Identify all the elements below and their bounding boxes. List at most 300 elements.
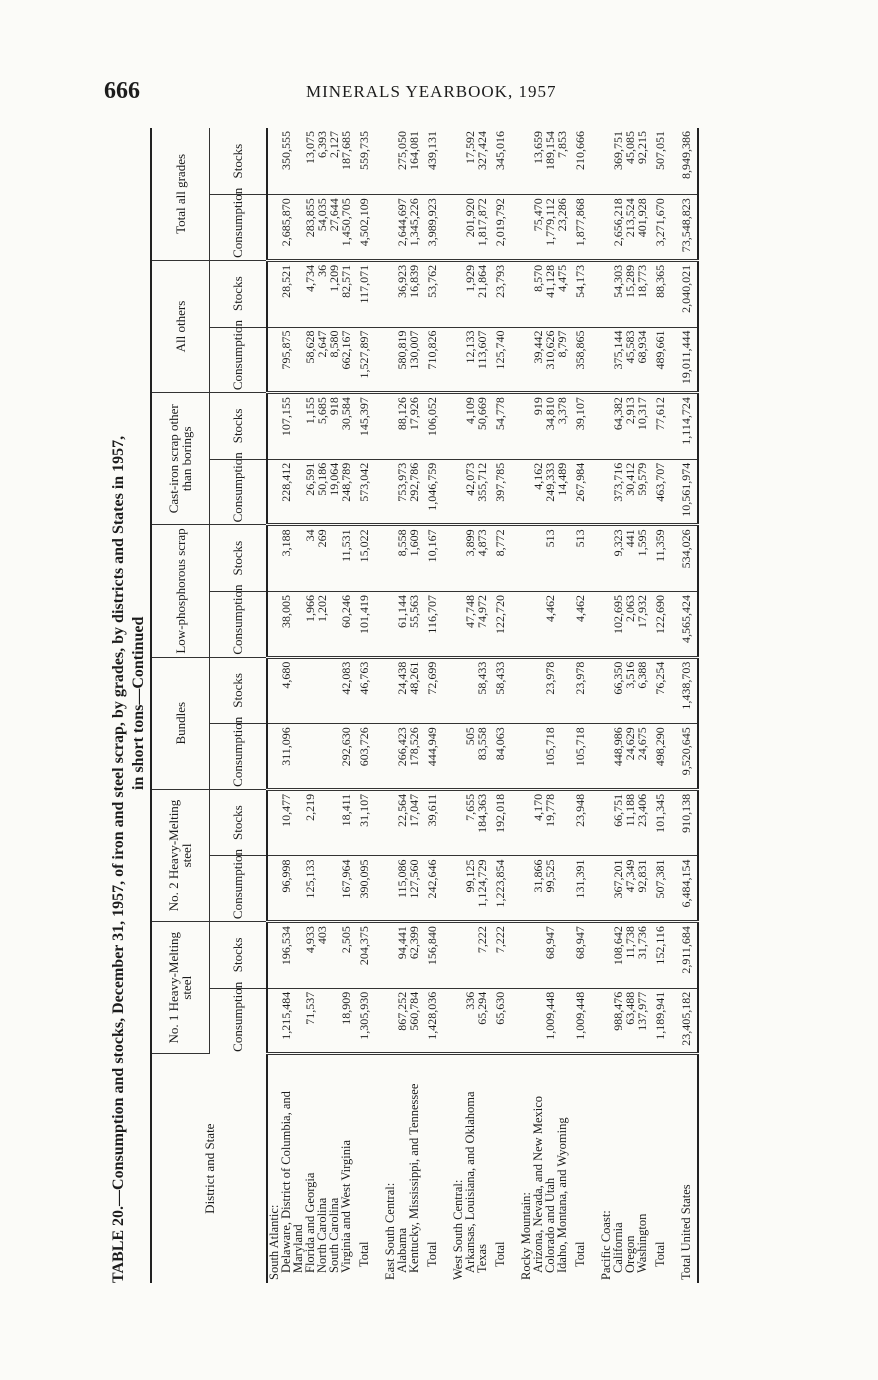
- total-row: [352, 128, 378, 1283]
- district-cell: Total: [493, 1241, 507, 1267]
- stocks-header: Stocks: [209, 393, 267, 460]
- value-cell: 505: [464, 724, 476, 790]
- district-cell: Florida and Georgia: [303, 1172, 317, 1273]
- value-cell: [514, 789, 532, 856]
- value-cell: 94,441: [396, 922, 408, 989]
- total-row: [420, 128, 446, 1283]
- value-cell: 228,412: [280, 459, 304, 525]
- consumption-header: Consumption: [209, 988, 267, 1054]
- value-cell: 1,428,036: [420, 988, 446, 1054]
- district-cell: Total: [425, 1241, 439, 1267]
- value-cell: 573,042: [352, 459, 378, 525]
- value-cell: 72,699: [420, 657, 446, 724]
- consumption-header: Consumption: [209, 459, 267, 525]
- district-cell: Virginia and West Virginia: [339, 1139, 353, 1273]
- value-cell: 58,433: [488, 657, 514, 724]
- value-cell: 42,083: [340, 657, 352, 724]
- value-cell: [594, 128, 612, 195]
- stocks-header: Stocks: [209, 260, 267, 327]
- value-cell: [556, 724, 568, 790]
- total-row: [488, 128, 514, 1283]
- value-cell: [378, 459, 396, 525]
- value-cell: 919: [532, 393, 544, 460]
- value-cell: 204,375: [352, 922, 378, 989]
- value-cell: 375,144: [612, 327, 624, 393]
- value-cell: 1,215,484: [280, 988, 304, 1054]
- value-cell: 710,826: [420, 327, 446, 393]
- value-cell: 50,669: [476, 393, 488, 460]
- value-cell: 7,655: [464, 789, 476, 856]
- value-cell: 242,646: [420, 856, 446, 922]
- value-cell: 1,009,448: [544, 988, 556, 1054]
- value-cell: 18,773: [636, 260, 648, 327]
- value-cell: 4,565,424: [674, 592, 698, 658]
- value-cell: [594, 525, 612, 592]
- consumption-header: Consumption: [209, 327, 267, 393]
- value-cell: 403: [316, 922, 328, 989]
- value-cell: 8,949,386: [674, 128, 698, 195]
- table-caption-line2: in short tons—Continued: [130, 616, 147, 790]
- value-cell: 507,051: [648, 128, 674, 195]
- group-header: No. 1 Heavy-Melting steel: [151, 922, 209, 1054]
- value-cell: 66,751: [612, 789, 624, 856]
- value-cell: [594, 195, 612, 261]
- rotated-table-container: [150, 128, 810, 1283]
- value-cell: 4,734: [304, 260, 316, 327]
- value-cell: 117,071: [352, 260, 378, 327]
- table-row: [316, 128, 328, 1283]
- value-cell: 42,073: [464, 459, 476, 525]
- value-cell: 8,580: [328, 327, 340, 393]
- value-cell: 31,107: [352, 789, 378, 856]
- value-cell: 1,929: [464, 260, 476, 327]
- value-cell: [304, 724, 316, 790]
- section-row: [446, 128, 464, 1283]
- value-cell: 1,438,703: [674, 657, 698, 724]
- value-cell: 63,488: [624, 988, 636, 1054]
- value-cell: 8,558: [396, 525, 408, 592]
- consumption-header: Consumption: [209, 195, 267, 261]
- value-cell: 489,661: [648, 327, 674, 393]
- section-row: [514, 128, 532, 1283]
- value-cell: 58,433: [476, 657, 488, 724]
- value-cell: 125,740: [488, 327, 514, 393]
- value-cell: 18,909: [340, 988, 352, 1054]
- value-cell: [378, 592, 396, 658]
- value-cell: [446, 260, 464, 327]
- value-cell: [556, 789, 568, 856]
- value-cell: [514, 459, 532, 525]
- value-cell: 19,778: [544, 789, 556, 856]
- value-cell: [514, 195, 532, 261]
- value-cell: 74,972: [476, 592, 488, 658]
- value-cell: [378, 260, 396, 327]
- value-cell: 14,489: [556, 459, 568, 525]
- value-cell: 15,289: [624, 260, 636, 327]
- value-cell: [594, 789, 612, 856]
- value-cell: 5,685: [316, 393, 328, 460]
- value-cell: [446, 128, 464, 195]
- value-cell: [556, 922, 568, 989]
- table-row: [408, 128, 420, 1283]
- value-cell: [514, 128, 532, 195]
- value-cell: [556, 856, 568, 922]
- value-cell: 4,109: [464, 393, 476, 460]
- district-cell: Total: [357, 1241, 371, 1267]
- value-cell: 1,877,868: [568, 195, 594, 261]
- value-cell: 327,424: [476, 128, 488, 195]
- value-cell: [446, 657, 464, 724]
- value-cell: 19,011,444: [674, 327, 698, 393]
- value-cell: 130,007: [408, 327, 420, 393]
- table-row: [612, 128, 624, 1283]
- value-cell: [446, 195, 464, 261]
- value-cell: 23,406: [636, 789, 648, 856]
- value-cell: 390,095: [352, 856, 378, 922]
- value-cell: [446, 856, 464, 922]
- value-cell: [316, 789, 328, 856]
- value-cell: 6,388: [636, 657, 648, 724]
- value-cell: 3,516: [624, 657, 636, 724]
- value-cell: 283,855: [304, 195, 316, 261]
- value-cell: 101,419: [352, 592, 378, 658]
- value-cell: 17,932: [636, 592, 648, 658]
- value-cell: 311,096: [280, 724, 304, 790]
- district-cell: Oregon: [623, 1235, 637, 1273]
- value-cell: 867,252: [396, 988, 408, 1054]
- value-cell: [594, 592, 612, 658]
- value-cell: [594, 657, 612, 724]
- value-cell: 10,167: [420, 525, 446, 592]
- district-cell: Washington: [635, 1213, 649, 1273]
- value-cell: 3,378: [556, 393, 568, 460]
- value-cell: [316, 988, 328, 1054]
- value-cell: 30,584: [340, 393, 352, 460]
- group-header: Low-phosphorous scrap: [151, 525, 209, 657]
- value-cell: [514, 592, 532, 658]
- value-cell: 122,720: [488, 592, 514, 658]
- value-cell: [594, 988, 612, 1054]
- value-cell: 54,035: [316, 195, 328, 261]
- value-cell: 34: [304, 525, 316, 592]
- district-cell: Idaho, Montana, and Wyoming: [555, 1117, 569, 1273]
- value-cell: 1,155: [304, 393, 316, 460]
- value-cell: 3,271,670: [648, 195, 674, 261]
- value-cell: [594, 724, 612, 790]
- value-cell: 45,085: [624, 128, 636, 195]
- running-head: MINERALS YEARBOOK, 1957: [306, 82, 557, 101]
- value-cell: 6,393: [316, 128, 328, 195]
- value-cell: 38,005: [280, 592, 304, 658]
- value-cell: 603,726: [352, 724, 378, 790]
- value-cell: 92,831: [636, 856, 648, 922]
- value-cell: 55,563: [408, 592, 420, 658]
- consumption-header: Consumption: [209, 724, 267, 790]
- value-cell: 6,484,154: [674, 856, 698, 922]
- value-cell: 167,964: [340, 856, 352, 922]
- value-cell: [446, 393, 464, 460]
- value-cell: 1,779,112: [544, 195, 556, 261]
- table-row: [340, 128, 352, 1283]
- value-cell: [316, 724, 328, 790]
- value-cell: 249,333: [544, 459, 556, 525]
- value-cell: 4,162: [532, 459, 544, 525]
- value-cell: [514, 393, 532, 460]
- value-cell: 2,127: [328, 128, 340, 195]
- value-cell: 2,219: [304, 789, 316, 856]
- group-header: Cast-iron scrap other than borings: [151, 393, 209, 525]
- table-row: [532, 128, 544, 1283]
- value-cell: 1,114,724: [674, 393, 698, 460]
- value-cell: 2,040,021: [674, 260, 698, 327]
- value-cell: [446, 724, 464, 790]
- value-cell: 507,381: [648, 856, 674, 922]
- value-cell: 99,525: [544, 856, 556, 922]
- value-cell: 39,107: [568, 393, 594, 460]
- consumption-header: Consumption: [209, 856, 267, 922]
- district-cell: Total United States: [674, 1054, 698, 1283]
- group-header: Total all grades: [151, 128, 209, 260]
- district-header: District and State: [151, 1054, 267, 1283]
- value-cell: 9,520,645: [674, 724, 698, 790]
- value-cell: 8,797: [556, 327, 568, 393]
- value-cell: 178,526: [408, 724, 420, 790]
- value-cell: 101,345: [648, 789, 674, 856]
- value-cell: 106,052: [420, 393, 446, 460]
- value-cell: 82,571: [340, 260, 352, 327]
- value-cell: 8,772: [488, 525, 514, 592]
- value-cell: 15,022: [352, 525, 378, 592]
- value-cell: 1,527,897: [352, 327, 378, 393]
- value-cell: [556, 525, 568, 592]
- group-header: No. 2 Heavy-Melting steel: [151, 789, 209, 921]
- value-cell: [594, 922, 612, 989]
- value-cell: 4,680: [280, 657, 304, 724]
- district-cell: South Atlantic:: [267, 1204, 281, 1280]
- consumption-header: Consumption: [209, 592, 267, 658]
- table-row: [544, 128, 556, 1283]
- value-cell: [316, 856, 328, 922]
- value-cell: 1,305,930: [352, 988, 378, 1054]
- value-cell: 23,793: [488, 260, 514, 327]
- value-cell: 2,505: [340, 922, 352, 989]
- value-cell: 275,050: [396, 128, 408, 195]
- value-cell: 345,016: [488, 128, 514, 195]
- table-row: [304, 128, 316, 1283]
- value-cell: 513: [544, 525, 556, 592]
- value-cell: 373,716: [612, 459, 624, 525]
- value-cell: 68,934: [636, 327, 648, 393]
- value-cell: 145,397: [352, 393, 378, 460]
- value-cell: 187,685: [340, 128, 352, 195]
- value-cell: 269: [316, 525, 328, 592]
- value-cell: 46,763: [352, 657, 378, 724]
- value-cell: 76,254: [648, 657, 674, 724]
- value-cell: 19,064: [328, 459, 340, 525]
- value-cell: 156,840: [420, 922, 446, 989]
- value-cell: 10,561,974: [674, 459, 698, 525]
- district-cell: California: [611, 1222, 625, 1273]
- value-cell: [446, 327, 464, 393]
- value-cell: 24,675: [636, 724, 648, 790]
- district-cell: Kentucky, Mississippi, and Tennessee: [407, 1083, 421, 1273]
- value-cell: 107,155: [280, 393, 304, 460]
- value-cell: 96,998: [280, 856, 304, 922]
- value-cell: 753,973: [396, 459, 408, 525]
- value-cell: 122,690: [648, 592, 674, 658]
- value-cell: 580,819: [396, 327, 408, 393]
- value-cell: 23,405,182: [674, 988, 698, 1054]
- table-row: [328, 128, 340, 1283]
- value-cell: 1,009,448: [568, 988, 594, 1054]
- table-row: [280, 128, 304, 1283]
- district-cell: Texas: [475, 1244, 489, 1273]
- value-cell: 13,075: [304, 128, 316, 195]
- value-cell: 23,978: [568, 657, 594, 724]
- value-cell: 64,382: [612, 393, 624, 460]
- value-cell: 988,476: [612, 988, 624, 1054]
- stocks-header: Stocks: [209, 525, 267, 592]
- scrap-consumption-table: [150, 128, 699, 1283]
- value-cell: 113,607: [476, 327, 488, 393]
- value-cell: 115,086: [396, 856, 408, 922]
- value-cell: 105,718: [568, 724, 594, 790]
- value-cell: 62,399: [408, 922, 420, 989]
- value-cell: 4,873: [476, 525, 488, 592]
- value-cell: 48,261: [408, 657, 420, 724]
- total-row: [568, 128, 594, 1283]
- value-cell: 292,630: [340, 724, 352, 790]
- district-cell: Alabama: [395, 1227, 409, 1273]
- value-cell: [446, 525, 464, 592]
- value-cell: 66,350: [612, 657, 624, 724]
- value-cell: 65,630: [488, 988, 514, 1054]
- value-cell: 795,875: [280, 327, 304, 393]
- value-cell: 21,864: [476, 260, 488, 327]
- value-cell: [514, 988, 532, 1054]
- value-cell: [514, 724, 532, 790]
- value-cell: [446, 922, 464, 989]
- value-cell: 17,926: [408, 393, 420, 460]
- value-cell: 50,186: [316, 459, 328, 525]
- value-cell: 84,063: [488, 724, 514, 790]
- value-cell: [378, 988, 396, 1054]
- value-cell: 75,470: [532, 195, 544, 261]
- value-cell: 131,391: [568, 856, 594, 922]
- value-cell: 12,133: [464, 327, 476, 393]
- value-cell: 3,899: [464, 525, 476, 592]
- value-cell: 36: [316, 260, 328, 327]
- value-cell: 105,718: [544, 724, 556, 790]
- grand-total-row: [674, 128, 698, 1283]
- value-cell: 401,928: [636, 195, 648, 261]
- value-cell: 11,738: [624, 922, 636, 989]
- value-cell: 17,592: [464, 128, 476, 195]
- value-cell: 292,786: [408, 459, 420, 525]
- value-cell: 11,188: [624, 789, 636, 856]
- value-cell: 9,323: [612, 525, 624, 592]
- value-cell: 1,817,872: [476, 195, 488, 261]
- district-cell: Total: [653, 1241, 667, 1267]
- value-cell: 4,462: [568, 592, 594, 658]
- value-cell: 54,778: [488, 393, 514, 460]
- district-cell: Rocky Mountain:: [519, 1192, 533, 1280]
- stocks-header: Stocks: [209, 657, 267, 724]
- value-cell: 22,564: [396, 789, 408, 856]
- value-cell: 71,537: [304, 988, 316, 1054]
- table-row: [636, 128, 648, 1283]
- value-cell: [556, 657, 568, 724]
- value-cell: 266,423: [396, 724, 408, 790]
- value-cell: 73,548,823: [674, 195, 698, 261]
- value-cell: 83,558: [476, 724, 488, 790]
- district-cell: Arkansas, Louisiana, and Oklahoma: [463, 1091, 477, 1273]
- value-cell: [514, 525, 532, 592]
- value-cell: 560,784: [408, 988, 420, 1054]
- value-cell: 99,125: [464, 856, 476, 922]
- value-cell: 53,762: [420, 260, 446, 327]
- value-cell: 30,412: [624, 459, 636, 525]
- value-cell: 4,462: [544, 592, 556, 658]
- table-row: [464, 128, 476, 1283]
- value-cell: 102,695: [612, 592, 624, 658]
- value-cell: 54,173: [568, 260, 594, 327]
- value-cell: 1,209: [328, 260, 340, 327]
- value-cell: 248,789: [340, 459, 352, 525]
- value-cell: 41,128: [544, 260, 556, 327]
- value-cell: 137,977: [636, 988, 648, 1054]
- section-row: [378, 128, 396, 1283]
- value-cell: 3,989,923: [420, 195, 446, 261]
- value-cell: 7,853: [556, 128, 568, 195]
- value-cell: [514, 260, 532, 327]
- value-cell: 88,365: [648, 260, 674, 327]
- value-cell: 10,317: [636, 393, 648, 460]
- value-cell: [514, 327, 532, 393]
- value-cell: 26,591: [304, 459, 316, 525]
- value-cell: 192,018: [488, 789, 514, 856]
- value-cell: [556, 592, 568, 658]
- value-cell: 397,785: [488, 459, 514, 525]
- value-cell: 1,189,941: [648, 988, 674, 1054]
- value-cell: 45,583: [624, 327, 636, 393]
- value-cell: [378, 657, 396, 724]
- value-cell: 164,081: [408, 128, 420, 195]
- table-row: [556, 128, 568, 1283]
- value-cell: 1,595: [636, 525, 648, 592]
- value-cell: 201,920: [464, 195, 476, 261]
- value-cell: [446, 789, 464, 856]
- value-cell: [514, 922, 532, 989]
- value-cell: 184,363: [476, 789, 488, 856]
- value-cell: 54,303: [612, 260, 624, 327]
- value-cell: [594, 459, 612, 525]
- value-cell: 18,411: [340, 789, 352, 856]
- value-cell: 350,555: [280, 128, 304, 195]
- value-cell: 127,560: [408, 856, 420, 922]
- value-cell: 336: [464, 988, 476, 1054]
- value-cell: 11,359: [648, 525, 674, 592]
- value-cell: 439,131: [420, 128, 446, 195]
- stocks-header: Stocks: [209, 789, 267, 856]
- value-cell: 65,294: [476, 988, 488, 1054]
- group-header: Bundles: [151, 657, 209, 789]
- value-cell: 47,349: [624, 856, 636, 922]
- value-cell: 918: [328, 393, 340, 460]
- value-cell: 2,063: [624, 592, 636, 658]
- value-cell: 7,222: [488, 922, 514, 989]
- value-cell: 1,202: [316, 592, 328, 658]
